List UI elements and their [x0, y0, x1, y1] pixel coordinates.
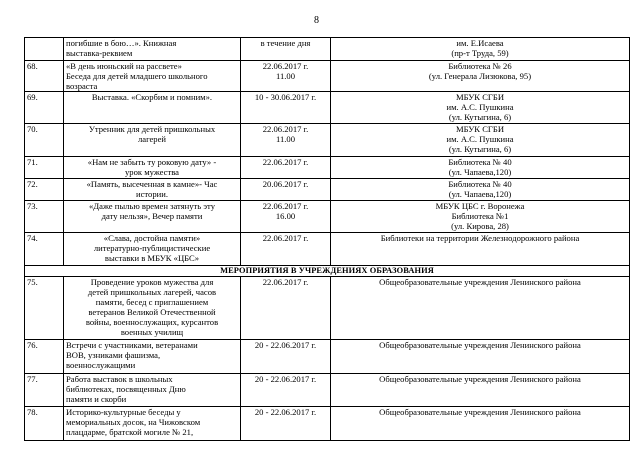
- place-cell: им. Е.Исаева (пр-т Труда, 59): [331, 38, 630, 61]
- date-cell: 10 - 30.06.2017 г.: [241, 92, 331, 124]
- row-number: 72.: [25, 179, 64, 201]
- event-cell: Проведение уроков мужества для детей пришкольных лагерей, часов памяти, бесед с приглашением ветеранов Великой Отечественной войны, военнослужащих, курсантов военных училищ: [64, 277, 241, 340]
- table-row: [25, 201, 630, 233]
- date-cell: 22.06.2017 г.: [241, 157, 331, 179]
- event-cell: погибшие в бою…». Книжная выставка-реквием: [64, 38, 241, 61]
- table-row: [25, 61, 630, 92]
- date-cell: 20 - 22.06.2017 г.: [241, 340, 331, 374]
- row-number: 77.: [25, 374, 64, 407]
- row-number: 73.: [25, 201, 64, 233]
- place-cell: Общеобразовательные учреждения Ленинского района: [331, 340, 630, 374]
- event-cell: «Слава, достойна памяти» литературно-публицистические выставки в МБУК «ЦБС»: [64, 233, 241, 266]
- row-number: 75.: [25, 277, 64, 340]
- table-row: [25, 92, 630, 124]
- date-cell: 22.06.2017 г. 11.00: [241, 61, 331, 92]
- place-cell: Библиотеки на территории Железнодорожного района: [331, 233, 630, 266]
- row-number: 70.: [25, 124, 64, 157]
- event-cell: «Нам не забыть ту роковую дату» - урок мужества: [64, 157, 241, 179]
- event-cell: «Даже пылью времен затянуть эту дату нельзя», Вечер памяти: [64, 201, 241, 233]
- page-number: 8: [314, 15, 319, 26]
- row-number: 68.: [25, 61, 64, 92]
- table-row: [25, 407, 630, 441]
- date-cell: 22.06.2017 г. 11.00: [241, 124, 331, 157]
- table-row: [25, 233, 630, 266]
- place-cell: Библиотека № 40 (ул. Чапаева,120): [331, 179, 630, 201]
- date-cell: в течение дня: [241, 38, 331, 61]
- table-row: [25, 374, 630, 407]
- events-table: [24, 37, 630, 441]
- row-number: 76.: [25, 340, 64, 374]
- event-cell: Утренник для детей пришкольных лагерей: [64, 124, 241, 157]
- table-row: [25, 340, 630, 374]
- table-row: [25, 157, 630, 179]
- row-number: 69.: [25, 92, 64, 124]
- date-cell: 22.06.2017 г.: [241, 277, 331, 340]
- row-number: 71.: [25, 157, 64, 179]
- place-cell: МБУК СГБИ им. А.С. Пушкина (ул. Кутыгина, 6): [331, 124, 630, 157]
- row-number: 78.: [25, 407, 64, 441]
- place-cell: Библиотека № 26 (ул. Генерала Лизюкова, 95): [331, 61, 630, 92]
- place-cell: МБУК ЦБС г. Воронежа Библиотека №1 (ул. Кирова, 28): [331, 201, 630, 233]
- date-cell: 22.06.2017 г. 16.00: [241, 201, 331, 233]
- place-cell: Библиотека № 40 (ул. Чапаева,120): [331, 157, 630, 179]
- date-cell: 22.06.2017 г.: [241, 233, 331, 266]
- place-cell: Общеобразовательные учреждения Ленинского района: [331, 374, 630, 407]
- table-row: [25, 179, 630, 201]
- event-cell: «Память, высеченная в камне»- Час истории.: [64, 179, 241, 201]
- date-cell: 20.06.2017 г.: [241, 179, 331, 201]
- event-cell: Работа выставок в школьных библиотеках, посвященных Дню памяти и скорби: [64, 374, 241, 407]
- event-cell: Встречи с участниками, ветеранами ВОВ, узниками фашизма, военнослужащими: [64, 340, 241, 374]
- row-number: [25, 38, 64, 61]
- place-cell: Общеобразовательные учреждения Ленинского района: [331, 277, 630, 340]
- event-cell: «В день июньский на рассвете» Беседа для детей младшего школьного возраста: [64, 61, 241, 92]
- section-header-row: [25, 266, 630, 277]
- event-cell: Выставка. «Скорбим и помним».: [64, 92, 241, 124]
- date-cell: 20 - 22.06.2017 г.: [241, 407, 331, 441]
- date-cell: 20 - 22.06.2017 г.: [241, 374, 331, 407]
- event-cell: Историко-культурные беседы у мемориальных досок, на Чижовском плацдарме, братской могиле № 21,: [64, 407, 241, 441]
- place-cell: Общеобразовательные учреждения Ленинского района: [331, 407, 630, 441]
- place-cell: МБУК СГБИ им. А.С. Пушкина (ул. Кутыгина, 6): [331, 92, 630, 124]
- table-row: [25, 38, 630, 61]
- table-row: [25, 124, 630, 157]
- table-row: [25, 277, 630, 340]
- section-title: МЕРОПРИЯТИЯ В УЧРЕЖДЕНИЯХ ОБРАЗОВАНИЯ: [25, 266, 630, 277]
- row-number: 74.: [25, 233, 64, 266]
